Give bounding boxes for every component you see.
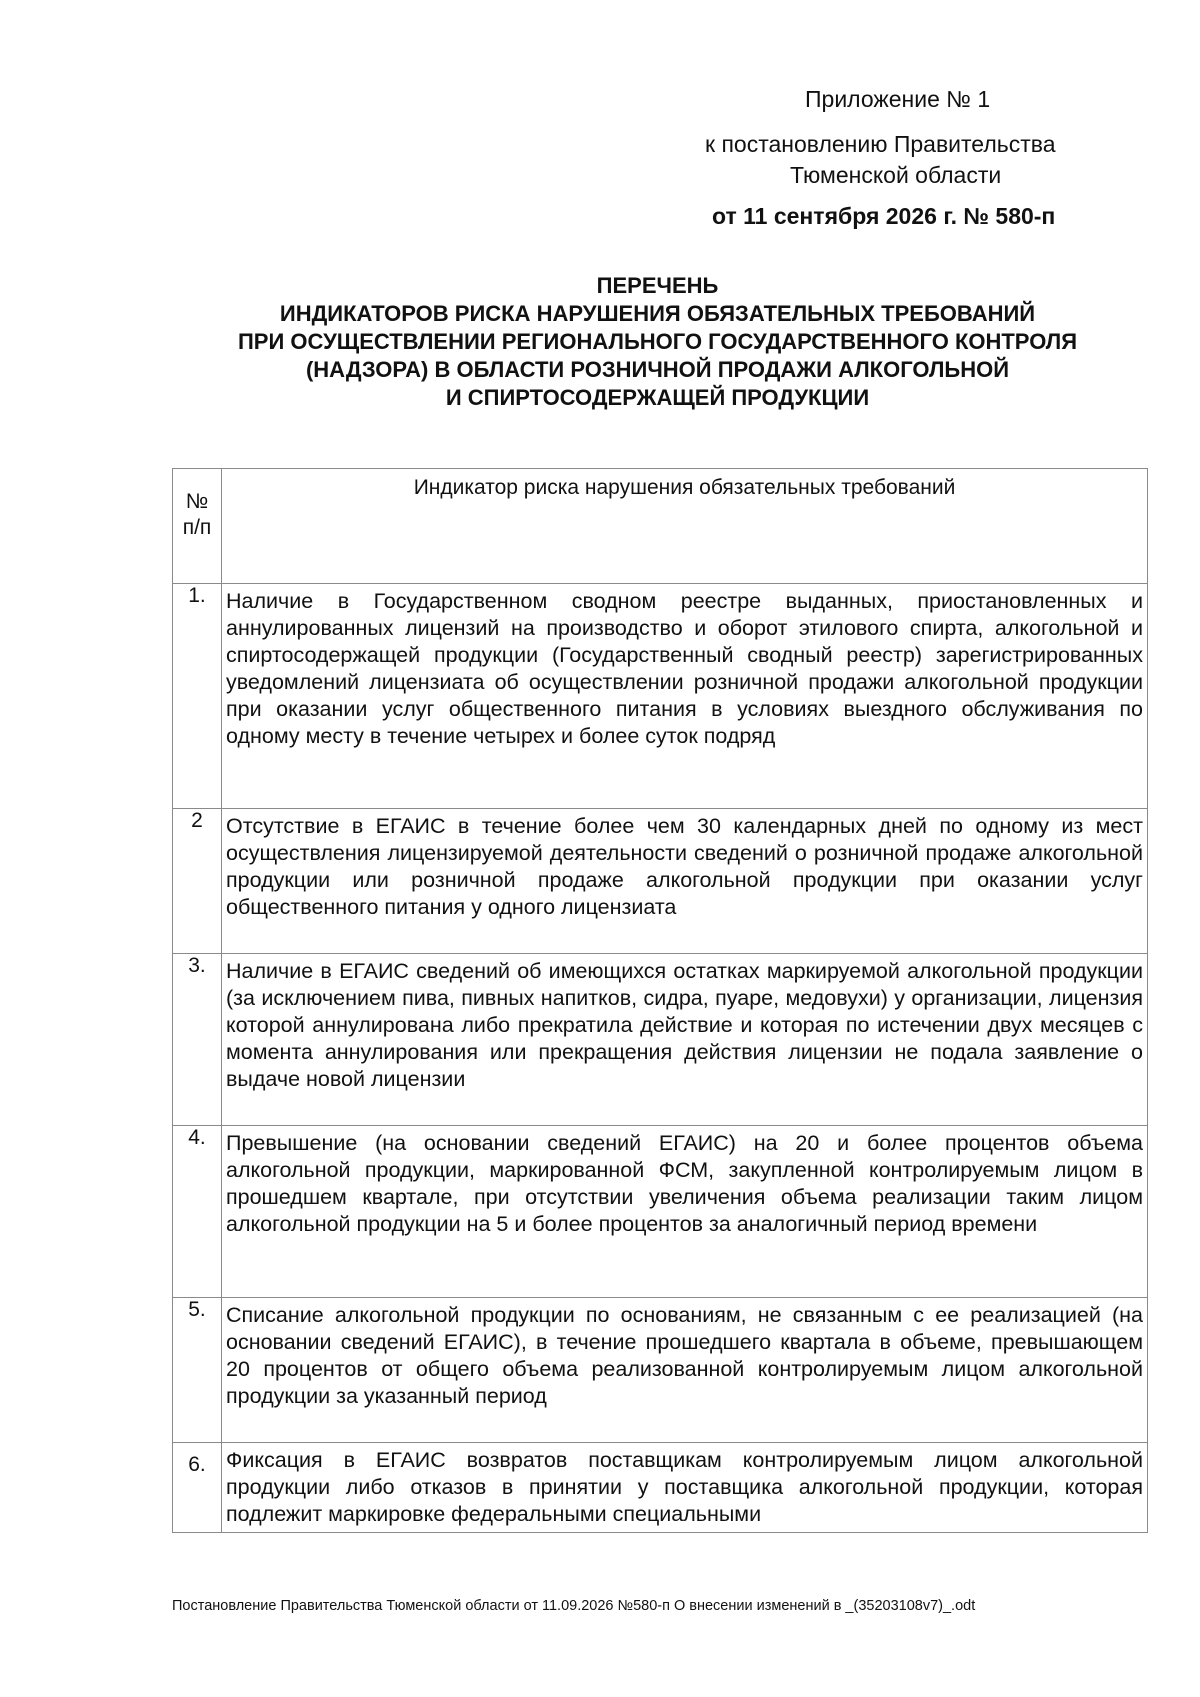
row-text: Наличие в ЕГАИС сведений об имеющихся остатках маркируемой алкогольной продукции (за исключением пива, пивных напитков, сидра, пуаре, медовухи) у организации, лицензия которой аннулирована либо прекратила действие и которая по истечении двух месяцев с момента аннулирования или прекращения действия лицензии не подала заявление о выдаче новой лицензии [222, 954, 1148, 1126]
title-line: И СПИРТОСОДЕРЖАЩЕЙ ПРОДУКЦИИ [445, 385, 870, 410]
indicators-table [172, 468, 1148, 1533]
column-header-indicator: Индикатор риска нарушения обязательных требований [222, 469, 1148, 584]
table-row [173, 809, 1148, 954]
row-number-cell [173, 1298, 222, 1443]
column-header-number-line2: п/п [182, 516, 212, 539]
row-number-cell [173, 954, 222, 1126]
row-number: 2 [191, 809, 203, 832]
row-number: 6. [188, 1453, 206, 1476]
table-row [173, 954, 1148, 1126]
title-line: ПЕРЕЧЕНЬ [596, 273, 719, 298]
resolution-date-number: от 11 сентября 2026 г. № 580-п [712, 203, 1056, 229]
document-title [150, 272, 1165, 412]
row-number: 3. [188, 954, 206, 977]
table-header-row [173, 469, 1148, 584]
row-text: Отсутствие в ЕГАИС в течение более чем 30 календарных дней по одному из мест осуществления лицензируемой деятельности сведений о розничной продаже алкогольной продукции или розничной продаже алкогольной продукции при оказании услуг общественного питания у одного лицензиата [222, 809, 1148, 954]
table-row [173, 1126, 1148, 1298]
row-number-cell [173, 1443, 222, 1533]
row-text: Фиксация в ЕГАИС возвратов поставщикам контролируемым лицом алкогольной продукции либо отказов в принятии у поставщика алкогольной продукции, которая подлежит маркировке федеральными специальными [222, 1443, 1148, 1533]
row-text: Списание алкогольной продукции по основаниям, не связанным с ее реализацией (на основании сведений ЕГАИС), в течение прошедшего квартала в объеме, превышающем 20 процентов от общего объема реализованной контролируемым лицом алкогольной продукции за указанный период [222, 1298, 1148, 1443]
row-number-cell [173, 809, 222, 954]
row-text: Превышение (на основании сведений ЕГАИС) на 20 и более процентов объема алкогольной продукции, маркированной ФСМ, закупленной контролируемым лицом в прошедшем квартале, при отсутствии увеличения объема реализации таким лицом алкогольной продукции на 5 и более процентов за аналогичный период времени [222, 1126, 1148, 1298]
column-header-number-line1: № [185, 490, 209, 513]
resolution-reference: к постановлению Правительства [705, 131, 1056, 157]
row-number-cell [173, 584, 222, 809]
title-line: ПРИ ОСУЩЕСТВЛЕНИИ РЕГИОНАЛЬНОГО ГОСУДАРСТВЕННОГО КОНТРОЛЯ [237, 329, 1078, 354]
column-header-number [173, 469, 222, 584]
row-text: Наличие в Государственном сводном реестре выданных, приостановленных и аннулированных лицензий на производство и оборот этилового спирта, алкогольной и спиртосодержащей продукции (Государственный сводный реестр) зарегистрированных уведомлений лицензиата об осуществлении розничной продажи алкогольной продукции при оказании услуг общественного питания в условиях выездного обслуживания по одному месту в течение четырех и более суток подряд [222, 584, 1148, 809]
table-row [173, 1443, 1148, 1533]
row-number-cell [173, 1126, 222, 1298]
region-label: Тюменской области [790, 162, 1002, 188]
table-row [173, 584, 1148, 809]
row-number: 1. [188, 584, 206, 607]
table-row [173, 1298, 1148, 1443]
row-number: 5. [188, 1298, 206, 1321]
title-line: (НАДЗОРА) В ОБЛАСТИ РОЗНИЧНОЙ ПРОДАЖИ АЛКОГОЛЬНОЙ [305, 357, 1010, 382]
row-number: 4. [188, 1126, 206, 1149]
document-footer: Постановление Правительства Тюменской области от 11.09.2026 №580-п О внесении изменений в _(35203108v7)_.odt [172, 1598, 976, 1614]
title-line: ИНДИКАТОРОВ РИСКА НАРУШЕНИЯ ОБЯЗАТЕЛЬНЫХ ТРЕБОВАНИЙ [279, 301, 1036, 326]
appendix-label: Приложение № 1 [805, 86, 991, 112]
